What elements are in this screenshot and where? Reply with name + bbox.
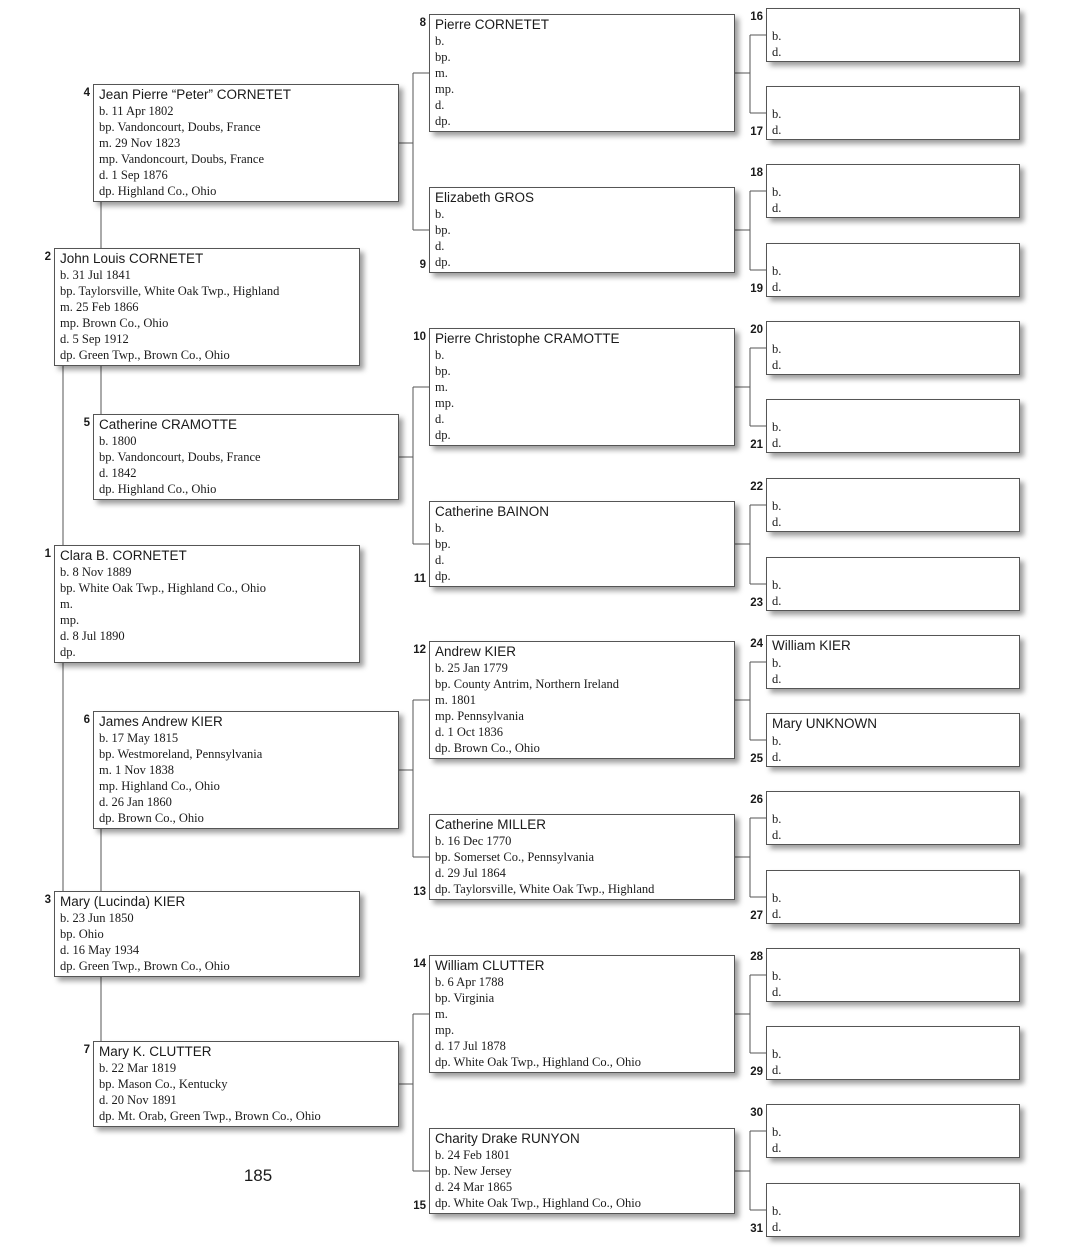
person-detail-line: b.: [772, 29, 782, 43]
person-detail-line: d.: [435, 239, 445, 253]
person-detail-line: m. 1 Nov 1838: [99, 763, 174, 777]
person-detail-line: b.: [772, 734, 782, 748]
person-box-1: [54, 545, 360, 663]
person-name: [772, 1185, 1014, 1202]
person-detail-line: d. 1842: [99, 466, 137, 480]
person-number: 13: [413, 886, 426, 898]
person-detail-line: d.: [772, 828, 782, 842]
person-detail-line: m.: [435, 66, 448, 80]
person-detail-line: d.: [772, 45, 782, 59]
person-detail-line: bp. Ohio: [60, 927, 104, 941]
person-detail-line: dp. Green Twp., Brown Co., Ohio: [60, 959, 230, 973]
person-number: 26: [750, 794, 763, 806]
person-detail-line: d.: [772, 358, 782, 372]
person-box-12: [429, 641, 735, 759]
person-detail-line: bp.: [435, 537, 451, 551]
person-detail-line: bp. Vandoncourt, Doubs, France: [99, 450, 261, 464]
person-detail-line: b.: [772, 1125, 782, 1139]
person-number: 15: [413, 1200, 426, 1212]
person-name: [772, 166, 1014, 183]
person-detail-line: b.: [772, 578, 782, 592]
person-detail-line: d.: [435, 412, 445, 426]
person-detail-line: bp. New Jersey: [435, 1164, 512, 1178]
person-number: 23: [750, 597, 763, 609]
person-detail-line: b. 24 Feb 1801: [435, 1148, 510, 1162]
person-name: James Andrew KIER: [99, 714, 223, 729]
person-detail-line: dp.: [435, 255, 451, 269]
person-detail-line: b.: [772, 656, 782, 670]
person-detail-line: d. 26 Jan 1860: [99, 795, 172, 809]
person-detail-line: b. 1800: [99, 434, 137, 448]
person-number: 18: [750, 167, 763, 179]
person-box-14: [429, 955, 735, 1073]
person-detail-line: bp. Vandoncourt, Doubs, France: [99, 120, 261, 134]
person-box-19: [766, 243, 1020, 297]
person-number: 5: [83, 417, 90, 429]
person-detail-line: m.: [435, 1007, 448, 1021]
person-name: Clara B. CORNETET: [60, 548, 187, 563]
person-detail-line: mp. Vandoncourt, Doubs, France: [99, 152, 265, 166]
person-detail-line: bp. Virginia: [435, 991, 495, 1005]
person-detail-line: b.: [772, 1204, 782, 1218]
person-number: 3: [44, 894, 51, 906]
person-box-30: [766, 1104, 1020, 1158]
person-detail-line: dp.: [435, 114, 451, 128]
person-name: Mary (Lucinda) KIER: [60, 894, 186, 909]
person-number: 16: [750, 11, 763, 23]
person-detail-line: bp. White Oak Twp., Highland Co., Ohio: [60, 581, 266, 595]
person-detail-line: b.: [772, 420, 782, 434]
person-detail-line: b.: [772, 342, 782, 356]
person-detail-line: dp. Highland Co., Ohio: [99, 184, 217, 198]
person-box-29: [766, 1026, 1020, 1080]
person-detail-line: b.: [772, 264, 782, 278]
person-number: 24: [750, 638, 763, 650]
person-detail-line: dp. White Oak Twp., Highland Co., Ohio: [435, 1055, 641, 1069]
person-detail-line: b.: [772, 891, 782, 905]
person-name: Catherine MILLER: [435, 817, 547, 832]
person-box-10: [429, 328, 735, 446]
person-number: 19: [750, 283, 763, 295]
person-number: 10: [413, 331, 426, 343]
person-name: Catherine BAINON: [435, 504, 550, 519]
page-number: 185: [243, 1166, 273, 1185]
person-detail-line: b. 31 Jul 1841: [60, 268, 131, 282]
person-name: [772, 323, 1014, 340]
person-name: [772, 793, 1014, 810]
person-detail-line: bp.: [435, 223, 451, 237]
person-detail-line: bp. Westmoreland, Pennsylvania: [99, 747, 263, 761]
person-name: [772, 1028, 1014, 1045]
person-detail-line: bp. County Antrim, Northern Ireland: [435, 677, 619, 691]
person-number: 14: [413, 958, 426, 970]
person-detail-line: mp.: [435, 396, 455, 410]
person-detail-line: b. 17 May 1815: [99, 731, 179, 745]
person-number: 11: [413, 573, 426, 585]
person-number: 20: [750, 324, 763, 336]
person-detail-line: b.: [772, 812, 782, 826]
person-detail-line: dp. Highland Co., Ohio: [99, 482, 217, 496]
person-number: 6: [83, 714, 90, 726]
person-detail-line: d. 1 Sep 1876: [99, 168, 168, 182]
person-detail-line: bp. Somerset Co., Pennsylvania: [435, 850, 595, 864]
person-box-18: [766, 164, 1020, 218]
person-detail-line: dp. White Oak Twp., Highland Co., Ohio: [435, 1196, 641, 1210]
person-box-28: [766, 948, 1020, 1002]
person-detail-line: dp. Brown Co., Ohio: [99, 811, 204, 825]
person-detail-line: dp. Mt. Orab, Green Twp., Brown Co., Ohio: [99, 1109, 321, 1123]
person-detail-line: mp. Pennsylvania: [435, 709, 524, 723]
person-box-26: [766, 791, 1020, 845]
person-name: [772, 245, 1014, 262]
person-box-8: [429, 14, 735, 132]
person-name: Mary UNKNOWN: [772, 716, 877, 731]
person-detail-line: d.: [772, 672, 782, 686]
person-detail-line: d.: [435, 98, 445, 112]
person-box-3: [54, 891, 360, 977]
person-detail-line: dp.: [435, 428, 451, 442]
person-detail-line: b. 25 Jan 1779: [435, 661, 508, 675]
person-number: 7: [83, 1044, 90, 1056]
person-box-27: [766, 870, 1020, 924]
person-detail-line: d. 17 Jul 1878: [435, 1039, 506, 1053]
person-box-6: [93, 711, 399, 829]
person-detail-line: m.: [435, 380, 448, 394]
person-detail-line: dp. Green Twp., Brown Co., Ohio: [60, 348, 230, 362]
person-number: 25: [750, 753, 763, 765]
person-box-21: [766, 399, 1020, 453]
person-box-23: [766, 557, 1020, 611]
person-detail-line: d.: [772, 515, 782, 529]
person-detail-line: b.: [435, 34, 445, 48]
person-box-15: [429, 1128, 735, 1214]
person-detail-line: b.: [435, 207, 445, 221]
person-detail-line: mp.: [60, 613, 80, 627]
person-box-17: [766, 86, 1020, 140]
person-detail-line: m.: [60, 597, 73, 611]
person-detail-line: d. 20 Nov 1891: [99, 1093, 177, 1107]
person-number: 31: [750, 1223, 763, 1235]
person-detail-line: b.: [435, 521, 445, 535]
person-name: Andrew KIER: [435, 644, 517, 659]
person-number: 29: [750, 1066, 763, 1078]
person-detail-line: b.: [772, 499, 782, 513]
person-detail-line: d.: [772, 436, 782, 450]
person-name: Elizabeth GROS: [435, 190, 535, 205]
person-detail-line: mp.: [435, 1023, 455, 1037]
person-name: [772, 10, 1014, 27]
person-number: 30: [750, 1107, 763, 1119]
person-number: 27: [750, 910, 763, 922]
person-box-2: [54, 248, 360, 366]
person-detail-line: d.: [772, 594, 782, 608]
person-detail-line: d. 8 Jul 1890: [60, 629, 125, 643]
person-detail-line: d.: [435, 553, 445, 567]
person-detail-line: bp.: [435, 364, 451, 378]
person-detail-line: b. 16 Dec 1770: [435, 834, 512, 848]
person-detail-line: b.: [772, 969, 782, 983]
person-box-5: [93, 414, 399, 500]
person-name: [772, 559, 1014, 576]
person-detail-line: d.: [772, 123, 782, 137]
person-detail-line: m. 29 Nov 1823: [99, 136, 181, 150]
person-number: 21: [750, 439, 763, 451]
person-box-4: [93, 84, 399, 202]
person-detail-line: d.: [772, 750, 782, 764]
person-name: Pierre Christophe CRAMOTTE: [435, 331, 620, 346]
person-detail-line: bp. Taylorsville, White Oak Twp., Highland: [60, 284, 280, 298]
person-box-9: [429, 187, 735, 273]
person-detail-line: d. 5 Sep 1912: [60, 332, 129, 346]
person-detail-line: b.: [772, 107, 782, 121]
person-detail-line: m. 1801: [435, 693, 476, 707]
person-detail-line: d.: [772, 907, 782, 921]
person-name: [772, 88, 1014, 105]
person-detail-line: mp. Highland Co., Ohio: [99, 779, 220, 793]
person-detail-line: b. 11 Apr 1802: [99, 104, 174, 118]
person-box-13: [429, 814, 735, 900]
person-box-11: [429, 501, 735, 587]
person-detail-line: b.: [435, 348, 445, 362]
person-number: 8: [419, 17, 426, 29]
person-detail-line: d.: [772, 1141, 782, 1155]
person-name: Catherine CRAMOTTE: [99, 417, 238, 432]
person-number: 22: [750, 481, 763, 493]
person-name: Charity Drake RUNYON: [435, 1131, 580, 1146]
person-name: Mary K. CLUTTER: [99, 1044, 212, 1059]
person-number: 12: [413, 644, 426, 656]
person-detail-line: b.: [772, 185, 782, 199]
person-detail-line: dp.: [60, 645, 76, 659]
person-box-25: [766, 713, 1020, 767]
person-number: 9: [419, 259, 426, 271]
person-box-7: [93, 1041, 399, 1127]
person-detail-line: b. 22 Mar 1819: [99, 1061, 177, 1075]
person-number: 1: [44, 548, 51, 560]
person-detail-line: dp. Brown Co., Ohio: [435, 741, 540, 755]
person-detail-line: mp. Brown Co., Ohio: [60, 316, 169, 330]
person-box-16: [766, 8, 1020, 62]
person-box-22: [766, 478, 1020, 532]
person-detail-line: b.: [772, 1047, 782, 1061]
person-name: [772, 1106, 1014, 1123]
person-name: [772, 950, 1014, 967]
person-name: Jean Pierre “Peter” CORNETET: [99, 87, 292, 102]
person-detail-line: bp. Mason Co., Kentucky: [99, 1077, 228, 1091]
person-box-20: [766, 321, 1020, 375]
person-detail-line: b. 6 Apr 1788: [435, 975, 504, 989]
person-detail-line: b. 23 Jun 1850: [60, 911, 134, 925]
person-name: John Louis CORNETET: [60, 251, 204, 266]
person-detail-line: d.: [772, 201, 782, 215]
person-detail-line: m. 25 Feb 1866: [60, 300, 139, 314]
person-number: 4: [83, 87, 90, 99]
person-name: [772, 401, 1014, 418]
person-detail-line: d.: [772, 1220, 782, 1234]
person-name: [772, 872, 1014, 889]
person-detail-line: dp. Taylorsville, White Oak Twp., Highland: [435, 882, 655, 896]
person-detail-line: bp.: [435, 50, 451, 64]
person-detail-line: b. 8 Nov 1889: [60, 565, 132, 579]
person-detail-line: d.: [772, 280, 782, 294]
person-number: 2: [44, 251, 51, 263]
person-detail-line: d. 24 Mar 1865: [435, 1180, 513, 1194]
person-box-24: [766, 635, 1020, 689]
person-detail-line: d.: [772, 985, 782, 999]
person-name: Pierre CORNETET: [435, 17, 550, 32]
person-name: [772, 480, 1014, 497]
person-detail-line: mp.: [435, 82, 455, 96]
person-number: 17: [750, 126, 763, 138]
person-detail-line: d. 16 May 1934: [60, 943, 140, 957]
person-detail-line: dp.: [435, 569, 451, 583]
person-detail-line: d. 1 Oct 1836: [435, 725, 504, 739]
person-detail-line: d.: [772, 1063, 782, 1077]
person-number: 28: [750, 951, 763, 963]
person-detail-line: d. 29 Jul 1864: [435, 866, 506, 880]
person-box-31: [766, 1183, 1020, 1237]
person-name: William CLUTTER: [435, 958, 545, 973]
person-name: William KIER: [772, 638, 851, 653]
